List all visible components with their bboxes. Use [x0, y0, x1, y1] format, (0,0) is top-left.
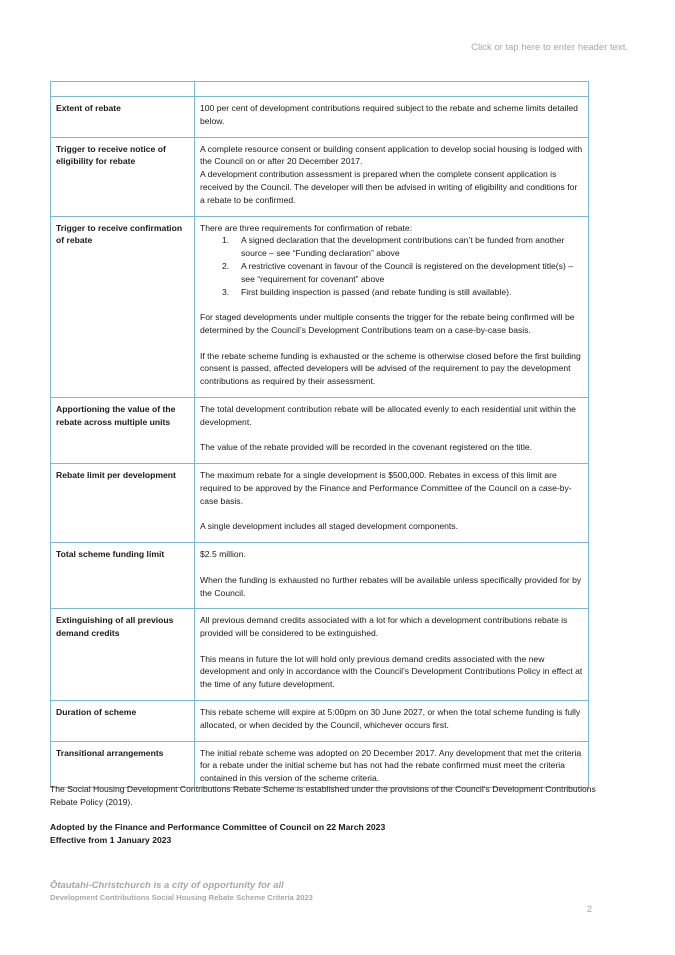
row-text: The value of the rebate provided will be recorded in the covenant registered on the title. — [200, 442, 533, 453]
row-content — [195, 397, 589, 463]
blank-cell — [51, 82, 195, 97]
row-text: A complete resource consent or building consent application to develop social housing is lodged with the Council on or after 20 December 2017. — [200, 143, 583, 167]
footer-document-title: Development Contributions Social Housing Rebate Scheme Criteria 2023 — [50, 893, 313, 902]
row-text: This rebate scheme will expire at 5:00pm on 30 June 2027, or when the total scheme funding is fully allocated, or when decided by the Council, whichever occurs first. — [200, 707, 581, 730]
row-text: There are three requirements for confirmation of rebate: — [200, 222, 413, 233]
list-number: 1. — [222, 235, 230, 246]
row-label: Extinguishing of all previous demand credits — [51, 609, 195, 701]
table-row-apportioning — [51, 397, 589, 463]
row-content — [195, 543, 589, 609]
row-text: A development contribution assessment is prepared when the complete consent application is received by the Council. The developer will then be advised in writing of eligibility and conditions for a rebate to be confirmed. — [200, 169, 578, 205]
table-row-trigger-confirm — [51, 216, 589, 397]
row-text: The initial rebate scheme was adopted on 20 December 2017. Any development that met the criteria for a rebate under the initial scheme but has not had the rebate confirmed must meet the criteria contained in this version of the scheme criteria. — [200, 747, 582, 784]
row-label: Rebate limit per development — [51, 464, 195, 543]
row-content — [195, 137, 589, 216]
list-item — [222, 260, 583, 286]
table-row-funding — [51, 543, 589, 609]
page-number: 2 — [586, 904, 592, 915]
list-number: 3. — [222, 286, 230, 297]
row-label: Duration of scheme — [51, 701, 195, 742]
table-row-trigger-notice — [51, 137, 589, 216]
rebate-criteria-table — [50, 81, 589, 788]
row-content — [195, 97, 589, 138]
list-text: A signed declaration that the development contributions can’t be funded from another source – see “Funding declaration” above — [241, 235, 565, 259]
table-row-duration — [51, 701, 589, 742]
adopted-line: Adopted by the Finance and Performance Committee of Council on 22 March 2023 — [50, 822, 386, 832]
row-text: A single development includes all staged development components. — [200, 521, 458, 532]
list-item — [222, 234, 583, 260]
table-row-limit — [51, 464, 589, 543]
row-label: Trigger to receive confirmation of rebate — [51, 216, 195, 397]
table-row-blank — [51, 82, 589, 97]
row-text: The maximum rebate for a single development is $500,000. Rebates in excess of this limit are required to be approved by the Finance and Performance Committee of the Council on a case-by-case basis. — [200, 470, 572, 506]
effective-line: Effective from 1 January 2023 — [50, 835, 172, 845]
row-label: Trigger to receive notice of eligibility for rebate — [51, 137, 195, 216]
list-number: 2. — [222, 260, 230, 271]
blank-cell — [195, 82, 589, 97]
row-content — [195, 701, 589, 742]
row-text: For staged developments under multiple consents the trigger for the rebate being confirmed will be determined by the Council’s Development Contributions team on a case-by-case basis. — [200, 312, 575, 335]
row-content — [195, 464, 589, 543]
row-text: 100 per cent of development contributions required subject to the rebate and scheme limits detailed below. — [200, 103, 578, 126]
row-label: Total scheme funding limit — [51, 543, 195, 609]
row-label: Apportioning the value of the rebate across multiple units — [51, 397, 195, 463]
row-content — [195, 216, 589, 397]
row-text: If the rebate scheme funding is exhausted or the scheme is otherwise closed before the first building consent is passed, affected developers will be advised of the requirement to pay the development contributions as required by their assessment. — [200, 350, 581, 387]
list-item — [222, 286, 583, 299]
row-label: Transitional arrangements — [51, 741, 195, 787]
row-content — [195, 741, 589, 787]
table-row-transitional — [51, 741, 589, 787]
row-text: The total development contribution rebate will be allocated evenly to each residential unit within the development. — [200, 403, 576, 427]
header-placeholder[interactable]: Click or tap here to enter header text. — [471, 42, 628, 53]
row-label: Extent of rebate — [51, 97, 195, 138]
footer-motto: Ōtautahi-Christchurch is a city of opportunity for all — [50, 880, 284, 891]
row-content — [195, 609, 589, 701]
table-row-extent — [51, 97, 589, 138]
scheme-provision-note: The Social Housing Development Contributions Rebate Scheme is established under the provisions of the Council’s Development Contributions Rebate Policy (2019). — [50, 784, 596, 807]
adoption-statement — [50, 821, 385, 847]
list-text: A restrictive covenant in favour of the Council is registered on the development title(s) – see “requirement for covenant” above — [241, 260, 573, 284]
row-text: When the funding is exhausted no further rebates will be available unless specifically provided for by the Council. — [200, 574, 582, 598]
row-text: $2.5 million. — [200, 549, 246, 560]
requirements-list — [222, 234, 583, 298]
list-text: First building inspection is passed (and rebate funding is still available). — [241, 286, 512, 297]
row-text: This means in future the lot will hold only previous demand credits associated with the new development and only in accordance with the Council’s Development Contributions Policy in effect at the time of any future development. — [200, 653, 583, 690]
row-text: All previous demand credits associated with a lot for which a development contributions rebate is provided will be considered to be extinguished. — [200, 615, 568, 639]
table-row-extinguishing — [51, 609, 589, 701]
